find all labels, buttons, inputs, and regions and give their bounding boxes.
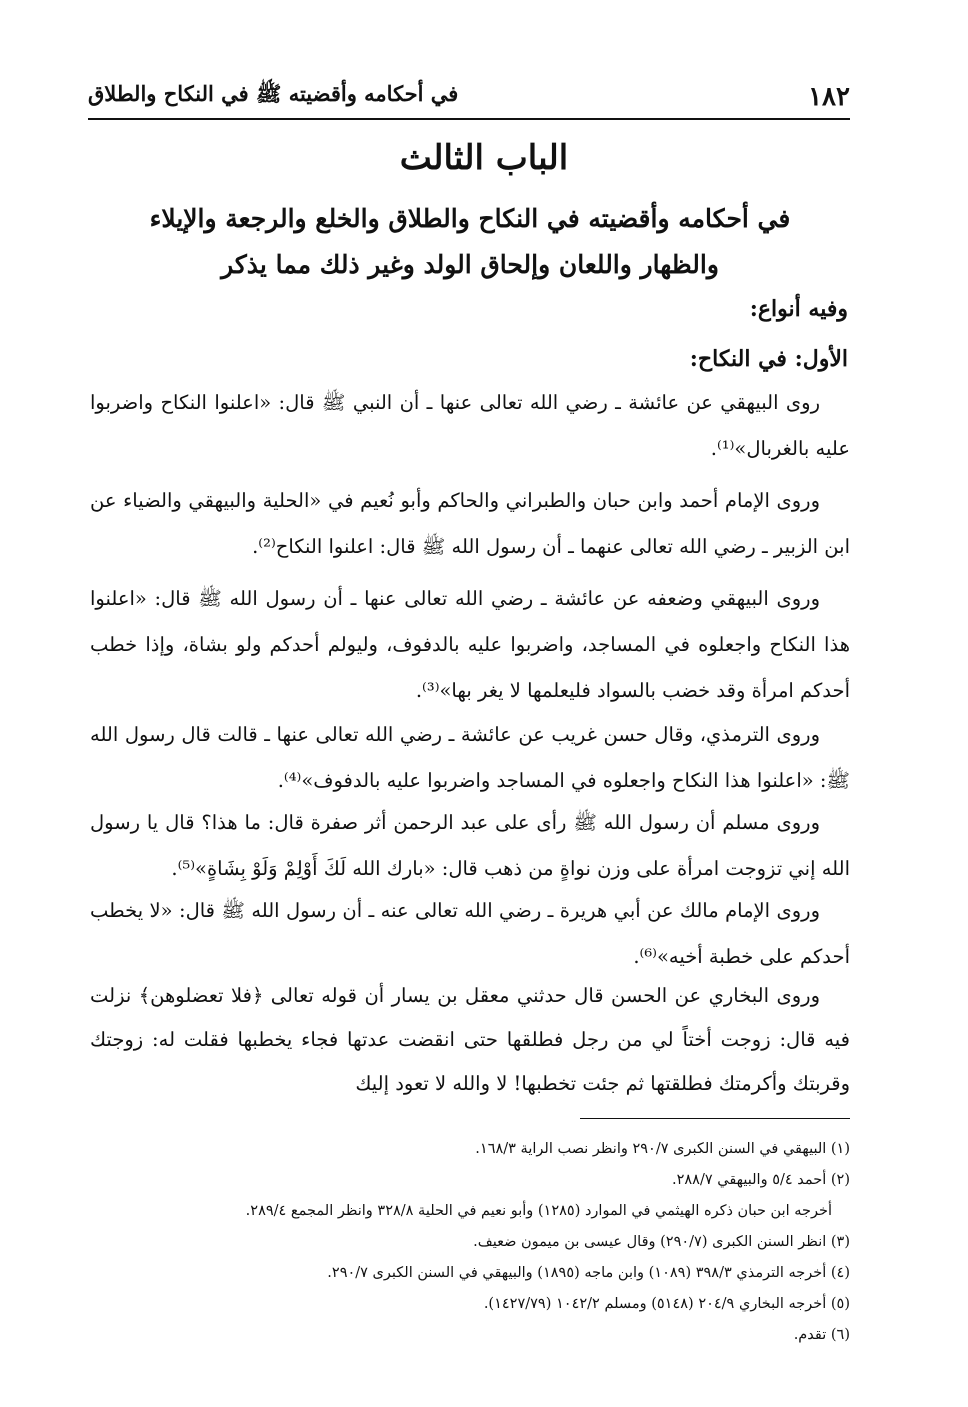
running-title: في أحكامه وأقضيته ﷺ في النكاح والطلاق <box>88 81 459 106</box>
paragraph-1: روى البيهقي عن عائشة ـ رضي الله تعالى عنها ـ أن النبي ﷺ قال: «اعلنوا النكاح واضربوا عليه بالغربال»⁽¹⁾. <box>90 391 850 460</box>
heading-first-type: الأول: في النكاح: <box>689 346 848 372</box>
footnote-4: (٤) أخرجه الترمذي ٣٩٨/٣ (١٠٨٩) وابن ماجه (١٨٩٥) والبيهقي في السنن الكبرى ٢٩٠/٧. <box>327 1265 850 1281</box>
chapter-subtitle-line2: والظهار واللعان وإلحاق الولد وغير ذلك مما يذكر <box>221 250 719 279</box>
paragraph-6: وروى الإمام مالك عن أبي هريرة ـ رضي الله تعالى عنه ـ أن رسول الله ﷺ قال: «لا يخطب أحدكم على خطبة أخيه»⁽⁶⁾. <box>90 899 850 968</box>
paragraph-2: وروى الإمام أحمد وابن حبان والطبراني والحاكم وأبو نُعيم في «الحلية والبيهقي والضياء عن ابن الزبير ـ رضي الله تعالى عنهما ـ أن رسول الله ﷺ قال: اعلنوا النكاح⁽²⁾. <box>90 489 850 558</box>
heading-types: وفيه أنواع: <box>749 296 848 322</box>
running-header <box>88 78 850 120</box>
chapter-subtitle-line1: في أحكامه وأقضيته في النكاح والطلاق والخلع والرجعة والإيلاء <box>149 204 791 233</box>
footnote-1: (١) البيهقي في السنن الكبرى ٢٩٠/٧ وانظر نصب الراية ١٦٨/٣. <box>475 1141 850 1157</box>
paragraph-5: وروى مسلم أن رسول الله ﷺ رأى على عبد الرحمن أثر صفرة قال: ما هذا؟ قال يا رسول الله إني تزوجت امرأة على وزن نواةٍ من ذهب قال: «بارك الله لَكَ أَوْلِمْ وَلَوْ بِشَاةٍ»⁽⁵⁾. <box>90 811 850 880</box>
chapter-subtitle <box>90 196 850 288</box>
chapter-title: الباب الثالث <box>399 138 569 178</box>
footnote-3: (٣) انظر السنن الكبرى (٢٩٠/٧) وقال عيسى بن ميمون ضعيف. <box>473 1234 850 1250</box>
footnote-2: (٢) أحمد ٥/٤ والبيهقي ٢٨٨/٧. <box>672 1172 850 1188</box>
paragraph-7: وروى البخاري عن الحسن قال حدثني معقل بن يسار أن قوله تعالى ﴿فلا تعضلوهن﴾ نزلت فيه قال: زوجت أختاً لي من رجل فطلقها حتى انقضت عدتها فجاء يخطبها فقلت له: زوجتك وقربتك وأكرمتك فطلقتها ثم جئت تخطبها! لا والله لا تعود إليك <box>90 984 850 1095</box>
paragraph-4: وروى الترمذي، وقال حسن غريب عن عائشة ـ رضي الله تعالى عنها ـ قالت قال رسول الله ﷺ: «اعلنوا هذا النكاح واجعلوه في المساجد واضربوا عليه بالدفوف»⁽⁴⁾. <box>90 723 850 792</box>
paragraph-3: وروى البيهقي وضعفه عن عائشة ـ رضي الله تعالى عنها ـ أن رسول الله ﷺ قال: «اعلنوا هذا النكاح واجعلوه في المساجد، واضربوا عليه بالدفوف، وليولم أحدكم ولو بشاة، وإذا خطب أحدكم امرأة وقد خضب بالسواد فليعلمها لا يغر بها»⁽³⁾. <box>90 587 850 702</box>
footnote-6: (٦) تقدم. <box>793 1327 850 1343</box>
footnote-divider <box>580 1118 850 1119</box>
footnote-2-continued: أخرجه ابن حبان ذكره الهيثمي في الموارد (١٢٨٥) وأبو نعيم في الحلية ٣٢٨/٨ وانظر المجمع ٢٨٩/٤. <box>245 1203 832 1219</box>
footnotes <box>90 1134 850 1351</box>
page-number: ١٨٢ <box>808 82 850 112</box>
footnote-5: (٥) أخرجه البخاري ٢٠٤/٩ (٥١٤٨) ومسلم ١٠٤٢/٢ (١٤٢٧/٧٩). <box>483 1296 850 1312</box>
